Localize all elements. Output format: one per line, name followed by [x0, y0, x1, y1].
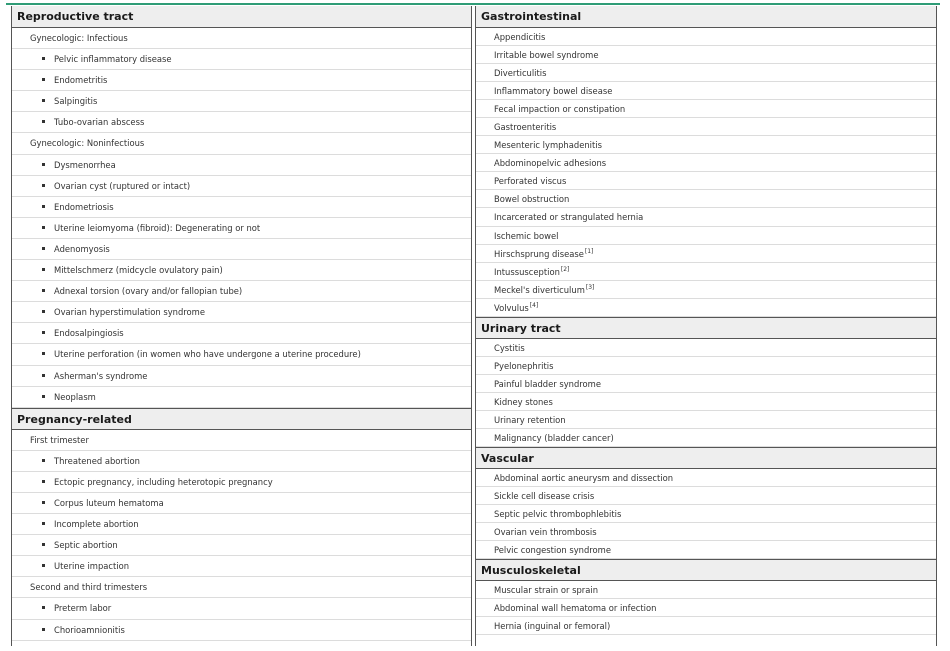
bullet-icon	[42, 459, 45, 462]
section-header-vascular: Vascular	[476, 447, 936, 469]
left-column	[11, 6, 472, 646]
list-item	[476, 281, 936, 299]
bullet-icon	[42, 163, 45, 166]
bullet-icon	[42, 480, 45, 483]
reference-link[interactable]: [3]	[585, 283, 595, 291]
list-item: Incarcerated or strangulated hernia	[476, 208, 936, 226]
item-text: Endometriosis	[54, 201, 114, 212]
list-item: Inflammatory bowel disease	[476, 82, 936, 100]
subheader-second-third-trimesters: Second and third trimesters	[12, 577, 471, 598]
list-item: Pyelonephritis	[476, 357, 936, 375]
bullet-icon	[42, 78, 45, 81]
section-header-pregnancy-related: Pregnancy-related	[12, 408, 471, 430]
item-text: Mittelschmerz (midcycle ovulatory pain)	[54, 265, 223, 276]
item-text: Chorioamnionitis	[54, 624, 125, 635]
list-item: Malignancy (bladder cancer)	[476, 429, 936, 447]
list-item: Ischemic bowel	[476, 227, 936, 245]
list-item: Abdominal aortic aneurysm and dissection	[476, 469, 936, 487]
reference-link[interactable]: [1]	[584, 247, 594, 255]
list-item: Appendicitis	[476, 28, 936, 46]
item-text: Threatened abortion	[54, 455, 140, 466]
list-item: Muscular strain or sprain	[476, 581, 936, 599]
bullet-icon	[42, 374, 45, 377]
reference-link[interactable]: [2]	[560, 265, 570, 273]
list-item	[12, 514, 471, 535]
list-item	[12, 112, 471, 133]
list-item: Cystitis	[476, 339, 936, 357]
item-text: Endometritis	[54, 75, 108, 86]
section-header-urinary-tract: Urinary tract	[476, 317, 936, 339]
list-item	[12, 70, 471, 91]
item-text: Neoplasm	[54, 391, 96, 402]
list-item: Ovarian vein thrombosis	[476, 523, 936, 541]
list-item	[12, 493, 471, 514]
list-item	[12, 239, 471, 260]
bullet-icon	[42, 120, 45, 123]
right-column	[475, 6, 937, 646]
list-item	[12, 620, 471, 641]
bullet-icon	[42, 352, 45, 355]
bullet-icon	[42, 99, 45, 102]
list-item	[12, 366, 471, 387]
item-text: Ectopic pregnancy, including heterotopic pregnancy	[54, 476, 273, 487]
list-item	[12, 176, 471, 197]
item-text: Tubo-ovarian abscess	[54, 117, 145, 128]
list-item: Diverticulitis	[476, 64, 936, 82]
list-item: Fecal impaction or constipation	[476, 100, 936, 118]
bullet-icon	[42, 628, 45, 631]
list-item	[12, 451, 471, 472]
item-text: Preterm labor	[54, 603, 112, 614]
bullet-icon	[42, 395, 45, 398]
bullet-icon	[42, 205, 45, 208]
list-item	[12, 281, 471, 302]
list-item	[12, 260, 471, 281]
list-item: Abdominopelvic adhesions	[476, 154, 936, 172]
item-text: Adnexal torsion (ovary and/or fallopian tube)	[54, 286, 243, 297]
list-item	[12, 49, 471, 70]
section-header-musculoskeletal: Musculoskeletal	[476, 559, 936, 581]
list-item	[12, 91, 471, 112]
item-text: Pelvic inflammatory disease	[54, 54, 172, 65]
list-item: Pelvic congestion syndrome	[476, 541, 936, 559]
list-item	[12, 387, 471, 408]
list-item: Kidney stones	[476, 393, 936, 411]
list-item: Mesenteric lymphadenitis	[476, 136, 936, 154]
bullet-icon	[42, 606, 45, 609]
list-item: Urinary retention	[476, 411, 936, 429]
bullet-icon	[42, 331, 45, 334]
item-text: Meckel's diverticulum	[494, 284, 585, 295]
list-item	[476, 263, 936, 281]
bullet-icon	[42, 522, 45, 525]
item-text: Asherman's syndrome	[54, 370, 148, 381]
bullet-icon	[42, 268, 45, 271]
bullet-icon	[42, 226, 45, 229]
item-text: Uterine leiomyoma (fibroid): Degenerating or not	[54, 222, 261, 233]
item-text: Ovarian hyperstimulation syndrome	[54, 307, 205, 318]
list-item: Bowel obstruction	[476, 190, 936, 208]
bullet-icon	[42, 57, 45, 60]
reference-link[interactable]: [4]	[529, 301, 539, 309]
item-text: Intussusception	[494, 266, 560, 277]
subheader-gynecologic-noninfectious: Gynecologic: Noninfectious	[12, 133, 471, 154]
item-text: Corpus luteum hematoma	[54, 497, 164, 508]
list-item	[12, 556, 471, 577]
top-accent-line	[6, 3, 940, 5]
list-item	[12, 302, 471, 323]
item-text: Septic abortion	[54, 540, 118, 551]
list-item: Abdominal wall hematoma or infection	[476, 599, 936, 617]
list-item: Perforated viscus	[476, 172, 936, 190]
list-item	[12, 472, 471, 493]
bullet-icon	[42, 501, 45, 504]
list-item	[476, 245, 936, 263]
subheader-gynecologic-infectious: Gynecologic: Infectious	[12, 28, 471, 49]
list-item: Gastroenteritis	[476, 118, 936, 136]
bullet-icon	[42, 543, 45, 546]
item-text: Uterine perforation (in women who have undergone a uterine procedure)	[54, 349, 361, 360]
list-item	[12, 323, 471, 344]
list-item: Painful bladder syndrome	[476, 375, 936, 393]
item-text: Hirschsprung disease	[494, 248, 584, 259]
list-item	[12, 197, 471, 218]
section-header-reproductive-tract: Reproductive tract	[12, 6, 471, 28]
item-text: Adenomyosis	[54, 243, 110, 254]
bullet-icon	[42, 184, 45, 187]
list-item: Irritable bowel syndrome	[476, 46, 936, 64]
item-text: Incomplete abortion	[54, 519, 139, 530]
item-text: Uterine impaction	[54, 561, 130, 572]
item-text: Endosalpingiosis	[54, 328, 124, 339]
list-item: Septic pelvic thrombophlebitis	[476, 505, 936, 523]
bullet-icon	[42, 564, 45, 567]
list-item: Hernia (inguinal or femoral)	[476, 617, 936, 635]
list-item	[476, 299, 936, 317]
bullet-icon	[42, 289, 45, 292]
bullet-icon	[42, 310, 45, 313]
item-text: Volvulus	[494, 302, 529, 313]
list-item	[12, 535, 471, 556]
item-text: Salpingitis	[54, 96, 98, 107]
list-item	[12, 598, 471, 619]
list-item	[12, 155, 471, 176]
list-item	[12, 218, 471, 239]
subheader-first-trimester: First trimester	[12, 430, 471, 451]
list-item: Sickle cell disease crisis	[476, 487, 936, 505]
item-text: Dysmenorrhea	[54, 159, 116, 170]
item-text: Ovarian cyst (ruptured or intact)	[54, 180, 191, 191]
bullet-icon	[42, 247, 45, 250]
section-header-gastrointestinal: Gastrointestinal	[476, 6, 936, 28]
list-item	[12, 344, 471, 365]
